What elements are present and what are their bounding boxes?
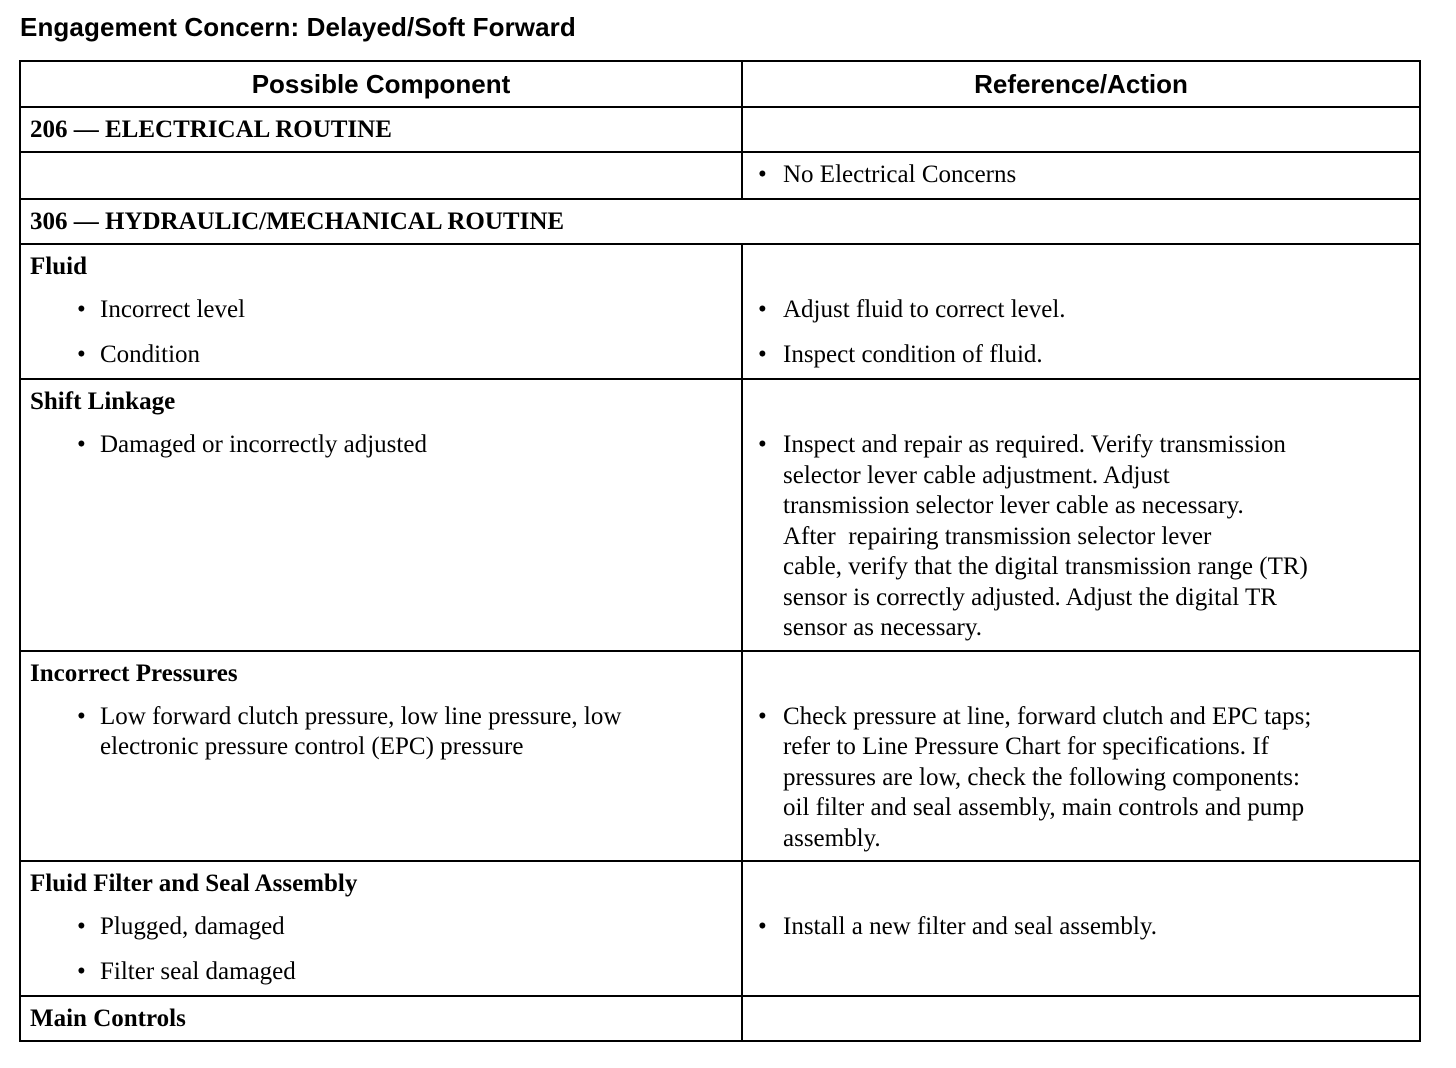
component-item: Filter seal damaged (100, 958, 296, 985)
component-heading-fluid: Fluid (30, 253, 87, 280)
action-text: Adjust fluid to correct level. (783, 296, 1066, 323)
bullet: • (758, 296, 767, 323)
bullet: • (77, 341, 86, 368)
component-heading-filter: Fluid Filter and Seal Assembly (30, 870, 358, 897)
bullet: • (758, 702, 767, 730)
bullet: • (77, 702, 86, 730)
table-row (20, 996, 1420, 1041)
bullet: • (758, 341, 767, 368)
component-item: Plugged, damaged (100, 913, 285, 940)
table-header-row (20, 61, 1420, 107)
section-heading-electrical: 206 — ELECTRICAL ROUTINE (30, 116, 392, 143)
table-row (20, 199, 1420, 244)
component-item: Low forward clutch pressure, low line pressure, low electronic pressure control (EPC) pressure (100, 702, 622, 760)
component-item: Incorrect level (100, 296, 246, 323)
table-row (20, 107, 1420, 152)
page-title: Engagement Concern: Delayed/Soft Forward (20, 12, 576, 42)
action-text: Inspect condition of fluid. (783, 341, 1043, 368)
table-row (20, 244, 1420, 379)
diagnosis-table (19, 60, 1421, 1042)
bullet: • (77, 296, 86, 323)
component-heading-pressures: Incorrect Pressures (30, 659, 238, 687)
section-heading-hydraulic: 306 — HYDRAULIC/MECHANICAL ROUTINE (30, 208, 565, 235)
bullet: • (758, 431, 767, 458)
table-row (20, 861, 1420, 996)
table-row (20, 152, 1420, 199)
table-row (20, 379, 1420, 651)
bullet: • (758, 161, 767, 188)
column-header-action: Reference/Action (742, 61, 1420, 107)
bullet: • (77, 958, 86, 985)
component-heading-shift-linkage: Shift Linkage (30, 388, 176, 415)
action-text: Inspect and repair as required. Verify transmission selector lever cable adjustment. Adjust transmission selector lever cable as necessary. After repairing transmission selector lever cable, verify that the digital transmission range (TR) sensor is correctly adjusted. Adjust the digital TR sensor as necessary. (783, 431, 1308, 641)
component-item: Damaged or incorrectly adjusted (100, 431, 427, 458)
component-item: Condition (100, 341, 201, 368)
table-row (20, 651, 1420, 862)
bullet: • (77, 913, 86, 940)
bullet: • (758, 913, 767, 940)
component-heading-main-controls: Main Controls (30, 1005, 186, 1032)
action-text: Install a new filter and seal assembly. (783, 913, 1157, 940)
action-text: Check pressure at line, forward clutch and EPC taps; refer to Line Pressure Chart for specifications. If pressures are low, check the following components: oil filter and seal assembly, main controls and pump assembly. (783, 702, 1312, 852)
action-text: No Electrical Concerns (783, 161, 1017, 188)
column-header-component: Possible Component (20, 61, 742, 107)
bullet: • (77, 431, 86, 458)
